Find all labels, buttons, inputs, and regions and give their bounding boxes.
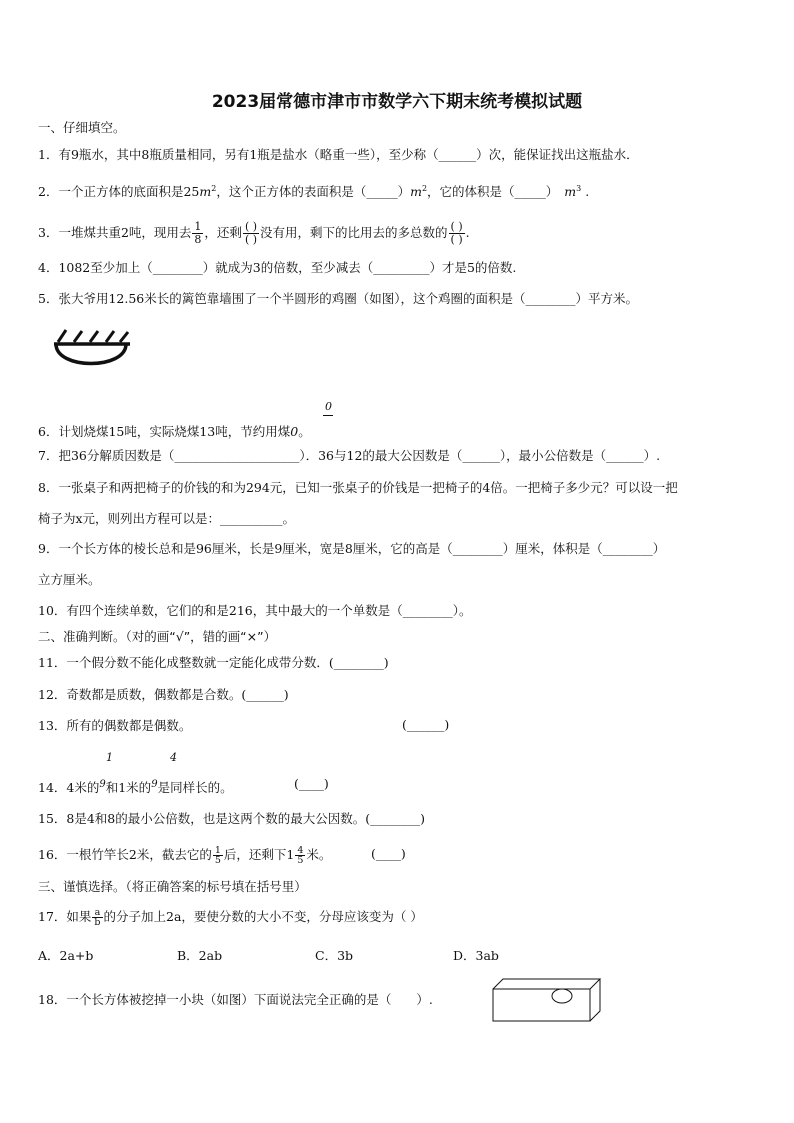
question-8-line-2: 椅子为x元，则列出方程可以是：__________。	[38, 511, 296, 526]
q2-sup-2: 2	[421, 184, 428, 193]
q3-text-a: 3．一堆煤共重2吨，现用去	[38, 225, 192, 240]
q17-text-b: 的分子加上2a，要使分数的大小不变，分母应该变为（ ）	[103, 909, 423, 924]
page-title: 2023届常德市津市市数学六下期末统考模拟试题	[211, 92, 583, 112]
q14-text-b: 和1米的	[105, 780, 152, 795]
question-4: 4．1082至少加上（________）就成为3的倍数，至少减去（_________）才是5的倍数.	[38, 260, 517, 275]
question-5: 5．张大爷用12.56米长的篱笆靠墙围了一个半圆形的鸡圈（如图），这个鸡圈的面积是（________）平方米。	[38, 291, 638, 306]
q14-denominator-2: 9	[151, 779, 158, 790]
q16-text-b: 后，还剩下1	[223, 847, 295, 862]
q6-digit: 0	[290, 424, 299, 439]
question-12: 12．奇数都是质数，偶数都是合数。(______)	[38, 687, 289, 702]
q6-floating-digit: 0	[325, 400, 332, 413]
q16-fraction-2	[295, 846, 305, 865]
question-9-line-1: 9．一个长方体的棱长总和是96厘米，长是9厘米，宽是8厘米，它的高是（________）厘米，体积是（________）	[38, 541, 666, 556]
question-3	[38, 221, 470, 246]
q16-f2-denominator: 5	[297, 855, 304, 866]
q13-answer-blank[interactable]: (______)	[402, 717, 450, 732]
q6-text-c: 。	[298, 424, 311, 439]
question-9-line-2: 立方厘米。	[38, 572, 101, 587]
q13-text: 13．所有的偶数都是偶数。	[38, 718, 192, 733]
q2-text-c: ，它的体积是（_____）	[427, 184, 559, 200]
q16-f1-denominator: 5	[214, 855, 221, 866]
question-8-line-1: 8．一张桌子和两把椅子的价钱的和为294元，已知一张桌子的价钱是一把椅子的4倍。一把椅子多少元？可以设一把	[38, 480, 678, 495]
q3-text-b: ，还剩	[204, 225, 242, 240]
q17-text-a: 17．如果	[38, 909, 92, 924]
q16-text-c: 米。	[306, 847, 332, 862]
question-14	[38, 776, 233, 797]
question-13	[38, 717, 191, 735]
question-16	[38, 846, 331, 865]
q3-text-c: 没有用，剩下的比用去的多总数的	[260, 225, 448, 240]
q2-unit-2: m	[410, 184, 422, 200]
section-3-heading: 三、谨慎选择。（将正确答案的标号填在括号里）	[38, 879, 307, 894]
q3-f2-denominator: ( )	[244, 233, 258, 246]
q3-fraction-2	[243, 221, 259, 246]
section-2-heading: 二、准确判断。（对的画“√”，错的画“×”）	[38, 629, 277, 644]
q14-answer-blank[interactable]: (____)	[294, 776, 329, 791]
q3-fraction-3	[449, 221, 465, 246]
q3-text-d: .	[465, 225, 470, 240]
q14-denominator-1: 9	[99, 779, 106, 790]
q16-f2-numerator: 4	[297, 845, 304, 856]
q14-text-a: 14．4米的	[38, 780, 100, 795]
cuboid-with-hole-figure	[490, 977, 602, 1023]
question-2	[38, 180, 589, 201]
q2-text-a: 2．一个正方体的底面积是25	[38, 184, 200, 200]
q14-text-c: 是同样长的。	[157, 780, 233, 795]
q14-floating-numerator-1: 1	[106, 751, 113, 764]
question-1: 1．有9瓶水，其中8瓶质量相同，另有1瓶是盐水（略重一些），至少称（______）次，能保证找出这瓶盐水．	[38, 147, 639, 162]
q2-text-b: ，这个正方体的表面积是（_____）	[216, 184, 411, 200]
q14-floating-numerator-2: 4	[170, 751, 177, 764]
q17-fraction	[92, 908, 102, 927]
q3-f3-numerator: ( )	[450, 220, 463, 233]
question-6	[38, 423, 311, 441]
q3-f2-numerator: ( )	[244, 220, 258, 233]
q16-fraction-1	[213, 846, 223, 865]
q2-unit-3: m	[564, 184, 577, 200]
q3-fraction-1	[192, 221, 203, 246]
q17-option-d[interactable]: D．3ab	[453, 948, 499, 963]
question-18: 18．一个长方体被挖掉一小块（如图）下面说法完全正确的是（ ）.	[38, 992, 433, 1007]
q17-option-c[interactable]: C．3b	[315, 948, 354, 963]
question-10: 10．有四个连续单数，它们的和是216，其中最大的一个单数是（________）。	[38, 603, 472, 618]
q16-text-a: 16．一根竹竿长2米，截去它的	[38, 847, 212, 862]
q3-f3-denominator: ( )	[450, 233, 463, 246]
q2-unit-1: m	[199, 184, 212, 200]
q17-option-a[interactable]: A．2a+b	[38, 948, 94, 963]
q2-sup-3: 3	[576, 184, 582, 193]
q6-text-a: 6．计划烧煤15吨，实际烧煤13吨，节约用煤	[38, 424, 291, 439]
question-17	[38, 908, 423, 927]
q17-option-b[interactable]: B．2ab	[177, 948, 223, 963]
question-15: 15．8是4和8的最小公倍数，也是这两个数的最大公因数。(________)	[38, 811, 426, 826]
q2-sup-1: 2	[211, 184, 217, 193]
q17-f-denominator: b	[94, 917, 101, 928]
question-11: 11．一个假分数不能化成整数就一定能化成带分数．(________)	[38, 655, 389, 670]
q16-answer-blank[interactable]: (____)	[371, 846, 406, 861]
q3-f1-denominator: 8	[194, 233, 202, 246]
q16-f1-numerator: 1	[214, 845, 221, 856]
semicircle-pen-figure	[50, 326, 136, 386]
q6-fraction-bar	[323, 415, 333, 416]
question-7: 7．把36分解质因数是（____________________）．36与12的最大公因数是（______），最小公倍数是（______）.	[38, 448, 661, 463]
q3-f1-numerator: 1	[194, 220, 202, 233]
section-1-heading: 一、仔细填空。	[38, 120, 126, 135]
q17-f-numerator: a	[92, 908, 102, 918]
q2-text-d: .	[581, 184, 590, 200]
